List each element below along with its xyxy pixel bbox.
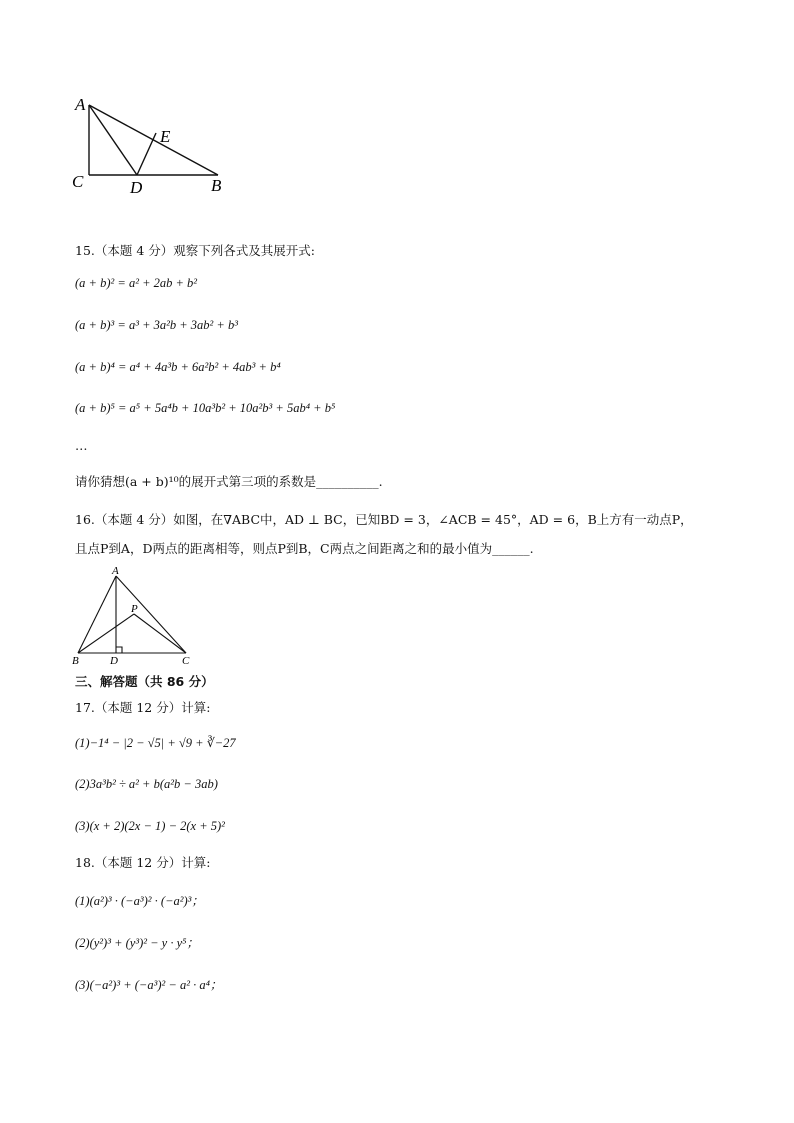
fig1-label-b: B <box>211 176 222 195</box>
q17-item-3: (3)(x + 2)(2x − 1) − 2(x + 5)² <box>75 819 225 833</box>
q17-item-2: (2)3a³b² ÷ a² + b(a²b − 3ab) <box>75 777 218 791</box>
fig2-label-d: D <box>110 655 118 667</box>
q17-item-1: (1)−1⁴ − |2 − √5| + √9 + ∛−27 <box>75 736 236 750</box>
fig2-label-p: P <box>131 603 138 615</box>
fig2-label-b: B <box>72 655 79 667</box>
fig1-label-e: E <box>160 127 171 146</box>
fig1-label-c: C <box>72 172 84 191</box>
q18-header: 18.（本题 12 分）计算: <box>75 855 211 870</box>
q15-expansion-3: (a + b)³ = a³ + 3a²b + 3ab² + b³ <box>75 318 238 332</box>
q17-header: 17.（本题 12 分）计算: <box>75 700 211 715</box>
q16-line-2: 且点P到A，D两点的距离相等，则点P到B，C两点之间距离之和的最小值为______. <box>75 541 534 556</box>
fig2-label-c: C <box>182 655 190 667</box>
q15-ellipsis: … <box>75 438 88 453</box>
q15-expansion-5: (a + b)⁵ = a⁵ + 5a⁴b + 10a³b² + 10a²b³ + 5ab⁴ + b⁵ <box>75 401 336 415</box>
q18-item-1: (1)(a²)³ · (−a³)² · (−a²)³； <box>75 894 204 908</box>
triangle-figure-2 <box>68 564 198 670</box>
q15-question: 请你猜想(a + b)¹⁰的展开式第三项的系数是__________. <box>75 474 383 489</box>
q18-item-2: (2)(y²)³ + (y³)² − y · y⁵； <box>75 936 199 950</box>
q16-line-1: 16.（本题 4 分）如图，在∇ABC中，AD ⊥ BC，已知BD = 3，∠ACB = 45°，AD = 6，B上方有一动点P， <box>75 512 693 527</box>
q15-expansion-2: (a + b)² = a² + 2ab + b² <box>75 276 198 290</box>
q15-expansion-4: (a + b)⁴ = a⁴ + 4a³b + 6a²b² + 4ab³ + b⁴ <box>75 360 281 374</box>
q18-item-3: (3)(−a²)³ + (−a³)² − a² · a⁴； <box>75 978 223 992</box>
fig2-label-a: A <box>112 565 119 577</box>
fig1-label-a: A <box>75 95 86 114</box>
triangle-figure-1 <box>60 90 250 200</box>
fig1-label-d: D <box>130 178 143 197</box>
section-3-heading: 三、解答题（共 86 分） <box>75 674 214 689</box>
q15-header: 15.（本题 4 分）观察下列各式及其展开式: <box>75 243 315 258</box>
